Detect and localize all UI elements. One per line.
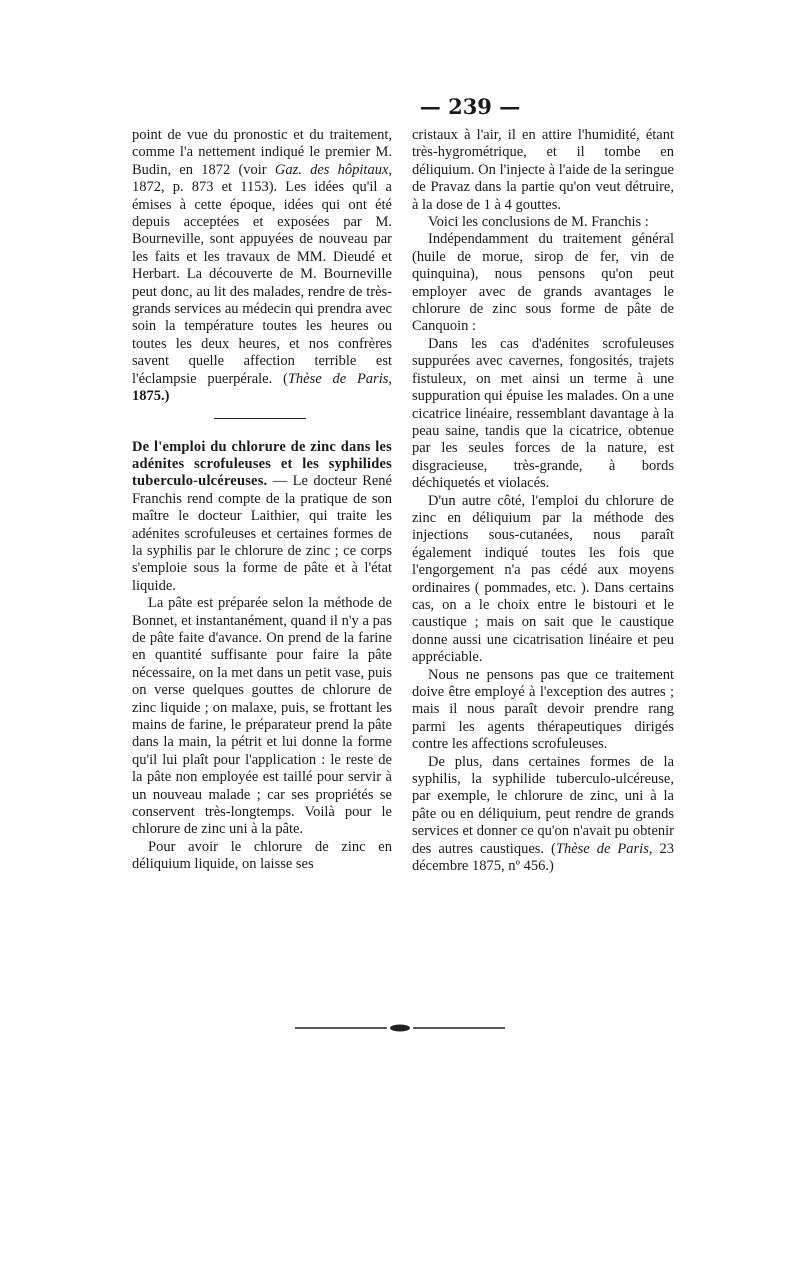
- left-paragraph-4: Pour avoir le chlorure de zinc en déliquium liquide, on laisse ses: [132, 838, 392, 873]
- thesis-citation: Thèse de Paris,: [555, 840, 653, 857]
- article-heading: De l'emploi du chlorure de zinc dans les adénites scrofuleuses et les syphilides tuberculo-ulcéreuses.: [132, 438, 392, 490]
- text-run: — Le docteur René Franchis rend compte de la pratique de son maître le docteur Laithier, qui traite les adénites scrofuleuses et certaines formes de la syphilis par le chlorure de zinc ; ce corps s'emploie sous la forme de pâte et à l'état liquide.: [132, 473, 392, 594]
- journal-citation: Gaz. des hôpitaux: [274, 161, 389, 178]
- thesis-year: 1875.): [132, 388, 170, 405]
- right-paragraph-6: Nous ne pensons pas que ce traitement doive être employé à l'exception des autres ; mais il nous paraît devoir prendre rang parmi les agents thérapeutiques dirigés contre les affections scrofuleuses.: [412, 666, 674, 753]
- page-number: — 239 —: [419, 94, 521, 119]
- end-ornament-rule: [295, 1023, 505, 1033]
- right-paragraph-4: Dans les cas d'adénites scrofuleuses suppurées avec cavernes, fongosités, trajets fistuleux, on met ainsi un terme à une suppuration qui épuise les malades. On a une cicatrice linéaire, ressemblant davantage à la peau saine, tandis que la cicatrice, obtenue par les seules forces de la nature, est disgracieuse, très-grande, à bords déchiquetés et violacés.: [412, 335, 674, 492]
- left-paragraph-3: La pâte est préparée selon la méthode de Bonnet, et instantanément, quand il n'y a pas de pâte faite d'avance. On prend de la farine en quantité suffisante pour faire la pâte nécessaire, on la met dans un petit vase, puis on verse quelques gouttes de chlorure de zinc liquide ; on malaxe, puis, se frottant les mains de farine, le préparateur prend la pâte dans la main, la pétrit et lui donne la forme qu'il lui plaît pour l'application : le reste de la pâte non employée est taillé pour servir à un nouveau malade ; car ses propriétés se conservent très-longtemps. Voilà pour le chlorure de zinc uni à la pâte.: [132, 595, 392, 838]
- right-paragraph-3: Indépendamment du traitement général (huile de morue, sirop de fer, vin de quinquina), nous pensons qu'on peut employer avec de grands avantages le chlorure de zinc sous forme de pâte de Canquoin :: [412, 231, 674, 335]
- left-paragraph-2: [132, 439, 392, 596]
- right-paragraph-1: cristaux à l'air, il en attire l'humidité, étant très-hygrométrique, et il tombe en déliquium. On l'injecte à l'aide de la seringue de Pravaz dans la partie qu'on veut détruire, à la dose de 1 à 4 gouttes.: [412, 127, 674, 213]
- right-paragraph-7: [412, 754, 674, 876]
- section-divider: [214, 418, 306, 419]
- left-paragraph-1: [132, 127, 392, 406]
- thesis-citation: Thèse de Paris,: [287, 370, 392, 387]
- text-run: De plus, dans certaines formes de la syphilis, la syphilide tuberculo-ulcéreuse, par exemple, le chlorure de zinc, uni à la pâte ou en déliquium, peut rendre de grands services et donner ce qu'on n'avait pu obtenir des autres caustiques. (: [412, 753, 674, 857]
- left-column: [132, 127, 392, 874]
- right-paragraph-2: Voici les conclusions de M. Franchis :: [428, 214, 649, 231]
- right-paragraph-5: D'un autre côté, l'emploi du chlorure de zinc en déliquium par la méthode des injections sous-cutanées, nous paraît également indiqué toutes les fois que l'engorgement n'a pas cédé aux moyens ordinaires ( pommades, etc. ). Dans certains cas, on a le choix entre le bistouri et le caustique ; mais on sait que le caustique donne aussi une cicatrisation linéaire et peu appréciable.: [412, 492, 674, 666]
- text-run: , 1872, p. 873 et 1153). Les idées qu'il a émises à cette époque, idées qui ont été depuis acceptées et exposées par M. Bourneville, sont appuyées de nouveau par les faits et les travaux de MM. Dieudé et Herbart. La découverte de M. Bourneville peut donc, au lit des malades, rendre de très-grands services au médecin qui prendra avec soin la température toutes les heures ou toutes les deux heures, et nos confrères savent quelle affection terrible est l'éclampsie puerpérale. (: [132, 161, 392, 387]
- text-run: 23 décembre 1875, nº 456.): [412, 840, 675, 875]
- text-run: point de vue du pronostic et du traitement, comme l'a nettement indiqué le premier M. Budin, en 1872 (voir: [132, 127, 392, 178]
- right-column: [412, 127, 674, 875]
